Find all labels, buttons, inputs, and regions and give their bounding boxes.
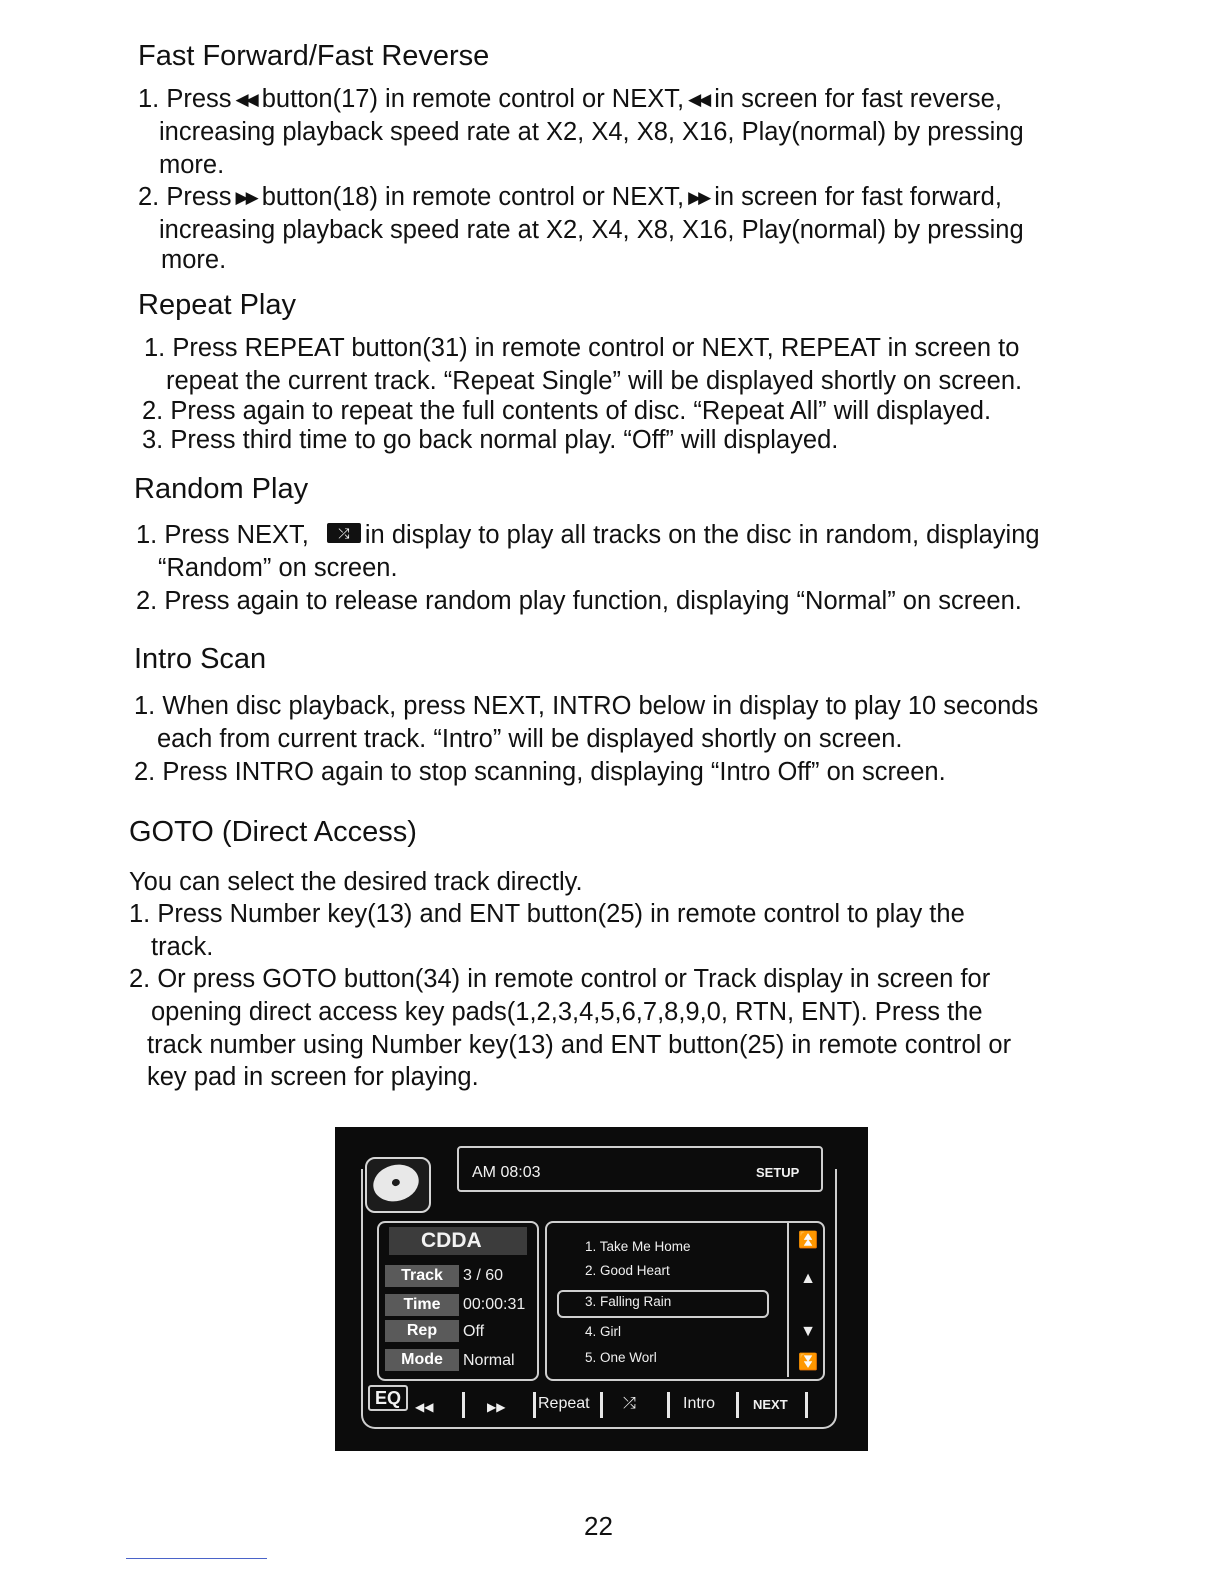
- random-line-1: [136, 521, 1040, 550]
- track-item[interactable]: 1. Take Me Home: [585, 1239, 691, 1254]
- track-item[interactable]: 2. Good Heart: [585, 1263, 670, 1278]
- goto-line-6: track number using Number key(13) and ENT button(25) in remote control or: [147, 1031, 1012, 1059]
- repeat-line-2: repeat the current track. “Repeat Single” will be displayed shortly on screen.: [166, 367, 1023, 395]
- page-up-icon[interactable]: ⏫: [798, 1232, 818, 1249]
- goto-line-4: 2. Or press GOTO button(34) in remote control or Track display in screen for: [129, 965, 991, 993]
- heading-fast-forward: Fast Forward/Fast Reverse: [138, 40, 490, 72]
- text: 1. Press: [138, 85, 232, 113]
- repeat-button[interactable]: Repeat: [538, 1395, 590, 1412]
- goto-line-3: track.: [151, 933, 214, 961]
- page-down-icon[interactable]: ⏬: [798, 1354, 818, 1371]
- disc-icon: [365, 1157, 431, 1213]
- rewind-button[interactable]: ◀◀: [415, 1400, 434, 1414]
- page-number: 22: [584, 1511, 613, 1541]
- text: button(18) in remote control or NEXT,: [261, 183, 685, 211]
- rewind-icon: ◀◀: [235, 90, 256, 109]
- ff-item-2-line-3: more.: [161, 246, 227, 274]
- intro-line-2: each from current track. “Intro” will be displayed shortly on screen.: [157, 725, 903, 753]
- mode-label: Mode: [385, 1349, 459, 1371]
- intro-button[interactable]: Intro: [683, 1395, 716, 1412]
- next-button[interactable]: NEXT: [753, 1397, 788, 1412]
- text: in display to play all tracks on the disc in random, displaying: [364, 521, 1040, 549]
- ff-item-1-line-2: increasing playback speed rate at X2, X4, X8, X16, Play(normal) by pressing: [159, 118, 1024, 146]
- text: in screen for fast forward,: [714, 183, 1002, 211]
- track-item[interactable]: 4. Girl: [585, 1324, 622, 1339]
- player-screen-figure: [335, 1127, 868, 1451]
- intro-line-1: 1. When disc playback, press NEXT, INTRO below in display to play 10 seconds: [134, 692, 1039, 720]
- scroll-down-icon[interactable]: ▼: [800, 1323, 816, 1340]
- repeat-line-1: 1. Press REPEAT button(31) in remote control or NEXT, REPEAT in screen to: [144, 334, 1020, 362]
- separator: [462, 1392, 465, 1418]
- heading-goto: GOTO (Direct Access): [129, 816, 417, 848]
- goto-line-2: 1. Press Number key(13) and ENT button(25) in remote control to play the: [129, 900, 965, 928]
- separator: [805, 1392, 808, 1418]
- clock: AM 08:03: [472, 1164, 541, 1181]
- ff-item-2-line-2: increasing playback speed rate at X2, X4, X8, X16, Play(normal) by pressing: [159, 216, 1024, 244]
- ff-item-1-line-3: more.: [159, 151, 225, 179]
- goto-line-5: opening direct access key pads(1,2,3,4,5,6,7,8,9,0, RTN, ENT). Press the: [151, 998, 983, 1026]
- time-value: 00:00:31: [463, 1296, 526, 1313]
- text: 1. Press NEXT,: [136, 521, 309, 549]
- shuffle-button[interactable]: ⤮: [623, 1395, 636, 1412]
- fast-forward-icon: ▶▶: [235, 188, 256, 207]
- heading-intro-scan: Intro Scan: [134, 643, 267, 675]
- separator: [736, 1392, 739, 1418]
- separator: [667, 1392, 670, 1418]
- time-label: Time: [385, 1294, 459, 1316]
- ff-item-1-line-1: [138, 85, 1002, 114]
- separator: [600, 1392, 603, 1418]
- shuffle-icon: ⤮: [327, 523, 361, 543]
- rewind-icon: ◀◀: [688, 90, 709, 109]
- goto-line-1: You can select the desired track directly.: [129, 868, 583, 896]
- text: button(17) in remote control or NEXT,: [261, 85, 685, 113]
- fast-forward-button[interactable]: ▶▶: [487, 1400, 506, 1414]
- scroll-up-icon[interactable]: ▲: [800, 1270, 816, 1287]
- track-label[interactable]: Track: [385, 1265, 459, 1287]
- footer-rule: [126, 1558, 267, 1559]
- cd-shape: [369, 1160, 423, 1207]
- track-item-selected[interactable]: 3. Falling Rain: [585, 1294, 672, 1309]
- ff-item-2-line-1: [138, 183, 1002, 212]
- text: in screen for fast reverse,: [714, 85, 1002, 113]
- fast-forward-icon: ▶▶: [688, 188, 709, 207]
- track-value: 3 / 60: [463, 1267, 504, 1284]
- setup-button[interactable]: SETUP: [756, 1165, 800, 1180]
- intro-line-3: 2. Press INTRO again to stop scanning, displaying “Intro Off” on screen.: [134, 758, 946, 786]
- source-label: CDDA: [421, 1229, 482, 1252]
- mode-value: Normal: [463, 1352, 515, 1369]
- rep-value: Off: [463, 1323, 485, 1340]
- repeat-line-4: 3. Press third time to go back normal play. “Off” will displayed.: [142, 426, 839, 454]
- eq-button[interactable]: EQ: [368, 1385, 408, 1411]
- repeat-line-3: 2. Press again to repeat the full contents of disc. “Repeat All” will displayed.: [142, 397, 992, 425]
- scroll-divider: [787, 1221, 789, 1377]
- goto-line-7: key pad in screen for playing.: [147, 1063, 479, 1091]
- random-line-2: “Random” on screen.: [158, 554, 398, 582]
- heading-repeat-play: Repeat Play: [138, 289, 296, 321]
- rep-label: Rep: [385, 1320, 459, 1342]
- random-line-3: 2. Press again to release random play function, displaying “Normal” on screen.: [136, 587, 1022, 615]
- heading-random-play: Random Play: [134, 473, 309, 505]
- track-item[interactable]: 5. One Worl: [585, 1350, 657, 1365]
- text: 2. Press: [138, 183, 232, 211]
- separator: [533, 1392, 536, 1418]
